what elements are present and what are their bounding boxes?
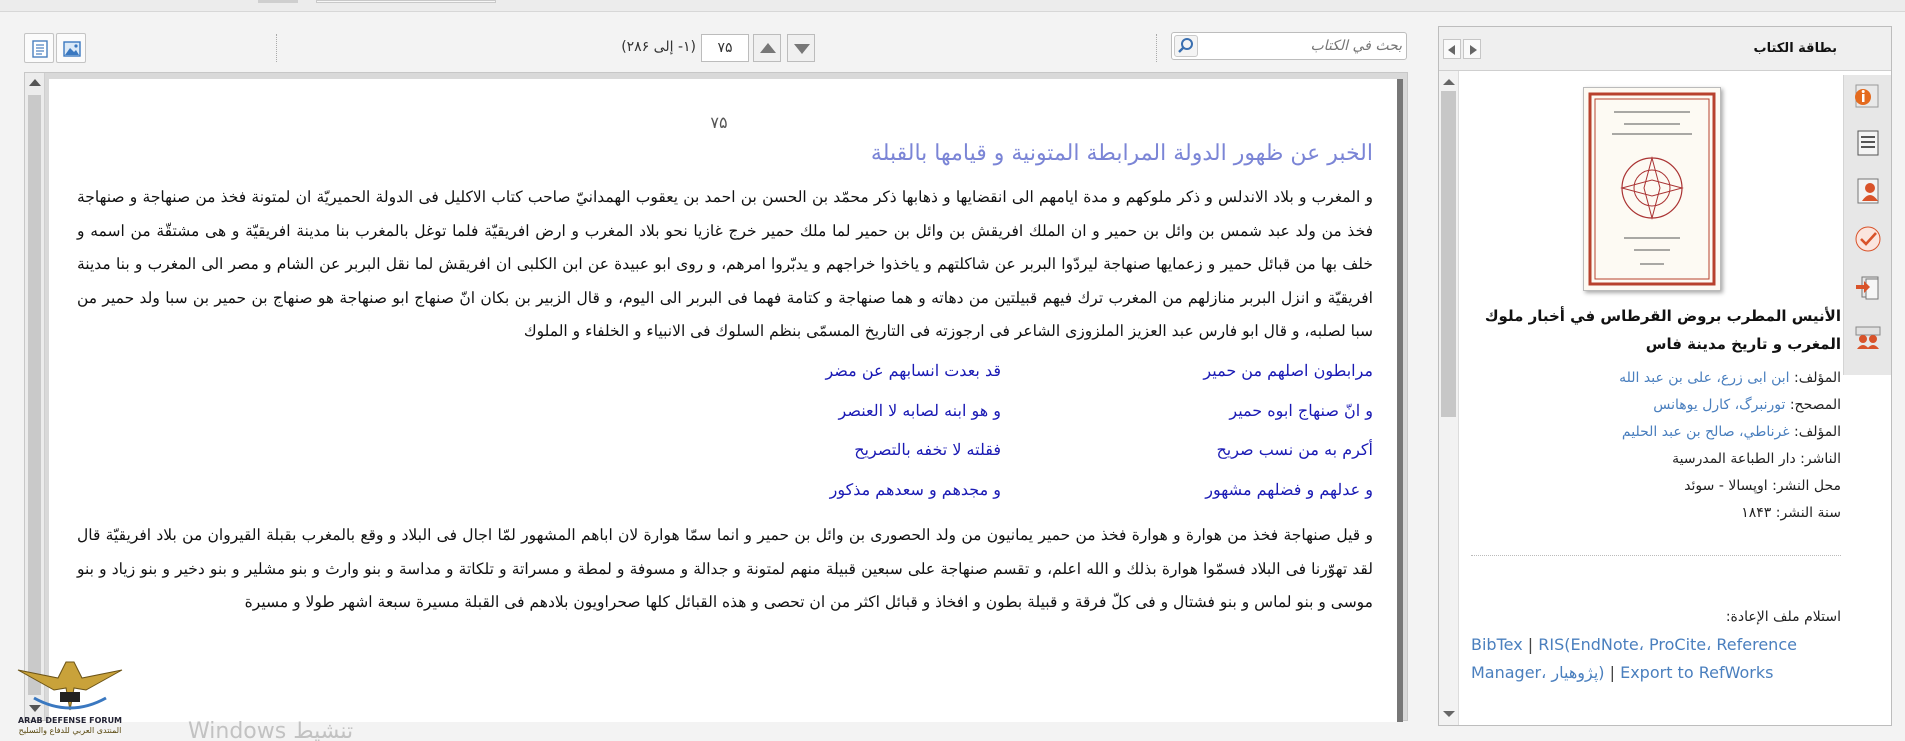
review-button[interactable] (1852, 223, 1884, 255)
verse-left: و مجدهم و سعدهم مذكور (829, 480, 1001, 499)
meta-label: المصحح: (1789, 397, 1841, 413)
book-title: الأنيس المطرب بروض القرطاس في أخبار ملوك المغرب و تاريخ مدينة فاس (1484, 307, 1841, 353)
eagle-logo-icon (14, 648, 126, 718)
editor-link[interactable]: تورنبرگ، كارل يوهانس (1653, 397, 1786, 413)
users-button[interactable] (1852, 319, 1884, 351)
text-view-button[interactable] (24, 33, 54, 63)
forum-logo (14, 648, 126, 740)
meta-place (1471, 478, 1841, 494)
meta-label: المؤلف: (1794, 370, 1841, 386)
bibtex-link[interactable]: BibTex (1471, 635, 1523, 654)
meta-label: محل النشر: (1772, 478, 1841, 494)
users-icon (1852, 319, 1884, 351)
up-arrow-icon (760, 43, 776, 53)
page-number-input[interactable]: ۷۵ (701, 34, 749, 62)
panel-divider (1471, 555, 1841, 556)
panel-header (1439, 27, 1891, 71)
meta-label: الناشر: (1800, 451, 1841, 467)
related-books-button[interactable] (1852, 271, 1884, 303)
chapter-title: الخبر عن ظهور الدولة المرابطة المتونية و قيامها بالقبلة (870, 141, 1373, 166)
link-separator: | (1527, 635, 1534, 654)
contents-button[interactable] (1852, 127, 1884, 159)
info-icon (1852, 79, 1884, 111)
book-cover-art (1584, 88, 1720, 290)
review-icon (1852, 223, 1884, 255)
book-cover-image[interactable] (1583, 87, 1721, 291)
ris-link[interactable]: RIS(EndNote، ProCite، Reference Manager، پژوهیار) (1471, 635, 1797, 682)
panel-scrollbar[interactable] (1439, 71, 1459, 725)
citation-import-label: استلام ملف الإعادة: (1725, 609, 1841, 625)
chevron-left-icon (1448, 45, 1455, 55)
verse-right: مرابطون اصلهم من حمير (1203, 361, 1373, 380)
author-link[interactable]: ابن ابى زرع، على بن عبد الله (1619, 370, 1790, 386)
verse-left: قد بعدت انسابهم عن مضر (825, 361, 1001, 380)
top-strip-field[interactable] (316, 0, 496, 3)
panel-side-toolbar (1843, 75, 1891, 375)
scroll-thumb[interactable] (1441, 91, 1456, 417)
panel-prev-button[interactable] (1443, 39, 1461, 59)
page-range: (۱- إلى ۲۸۶) (621, 39, 696, 55)
book-card-panel (1438, 26, 1892, 726)
paragraph-1: و المغرب و بلاد الاندلس و ذكر ملوكهم و مدة ايامهم الى انقضايها و ذهابها ذكر محمّد بن الحسن بن احمد بن يعقوب الهمدانيّ صاحب كتاب الاكليل فى الدولة الحميريّة ان لمتونة فخذ من صنهاجة و صنهاجة فخذ من ولد عبد شمس بن وائل بن حمير و ان الملك افريقش بن وائل بن حمير لما ملك حمير خرج غازيا نحو بلاد المغرب و ارض افريقيّة فلما توغل بالمغرب بنا مدينة افريقيّة و هى مشتقّة من اسمه و خلف بها من قبائل حمير و زعمايها صنهاجة ليردّوا البربر عن شاكلتهم و ياخذوا خراجهم و يدبّروا امرهم، و روى ابو عبيدة عن ابن الكلبى ان افريقش لما نقل البربر عن الشام و مصر الى المغرب و بنا مدينة افريقيّة و انزل البربر منازلهم من المغرب ترك فيهم قبيلتين من دهاته و هما صنهاجة و كتامة فهما فى البربر الى اليوم، و قال الزبير بن بكان انّ صنهاج ابو صنهاجة هو صنهاج بن حمير بن سبا ولد حمير من سبا لصلبه، و قال ابو فارس عبد العزيز الملزوزى الشاعر فى ارجوزته فى التاريخ المسمّى بنظم السلوك فى الانبياء و الخلفاء و الملوك (77, 188, 1373, 341)
page-viewer (24, 72, 1408, 721)
meta-value: دار الطباعة المدرسية (1672, 451, 1796, 467)
author-link[interactable]: غرناطي، صالح بن عبد الحليم (1621, 424, 1790, 440)
meta-label: المؤلف: (1794, 424, 1841, 440)
meta-value: ۱۸۴۳ (1741, 505, 1772, 521)
refworks-link[interactable]: Export to RefWorks (1620, 663, 1774, 682)
chevron-right-icon (1470, 45, 1477, 55)
panel-title: بطاقة الكتاب (1753, 41, 1837, 56)
verse-right: و انّ صنهاج ابوه حمير (1229, 401, 1373, 420)
scroll-thumb[interactable] (28, 95, 41, 695)
verse-left: و هو ابنه لصابه لا العنصر (838, 401, 1001, 420)
meta-author-2 (1471, 424, 1841, 440)
info-button[interactable] (1852, 79, 1884, 111)
next-page-button[interactable] (787, 34, 815, 62)
meta-editor (1471, 397, 1841, 413)
image-view-button[interactable] (56, 33, 86, 63)
image-icon (62, 39, 82, 59)
forum-logo-text (14, 716, 126, 736)
logo-text-ar: المنتدى العربي للدفاع والتسليح (18, 726, 122, 735)
document-icon (30, 39, 50, 59)
meta-publisher (1471, 451, 1841, 467)
link-separator: | (1609, 663, 1615, 682)
meta-label: سنة النشر: (1775, 505, 1841, 521)
panel-next-button[interactable] (1463, 39, 1481, 59)
scroll-up-icon[interactable] (29, 79, 41, 86)
table-of-contents-icon (1852, 127, 1884, 159)
top-strip (0, 0, 1905, 12)
toolbar-divider (1156, 34, 1157, 62)
scroll-down-icon[interactable] (1443, 711, 1455, 717)
logo-text-en: ARAB DEFENSE FORUM (17, 716, 123, 725)
scroll-up-icon[interactable] (1443, 79, 1455, 85)
windows-activation-watermark: Windows تنشيط (188, 719, 354, 741)
citation-links (1471, 631, 1841, 687)
search-input[interactable] (1202, 35, 1402, 57)
book-page (49, 79, 1397, 722)
meta-year (1471, 505, 1841, 521)
page-number: ۷۵ (710, 113, 728, 132)
down-arrow-icon (794, 44, 810, 54)
verse-right: و عدلهم و فضلهم مشهور (1205, 480, 1373, 499)
search-icon (1175, 36, 1197, 56)
meta-value: اوپسالا - سوئد (1684, 478, 1768, 494)
prev-page-button[interactable] (753, 34, 781, 62)
verse-left: فقلته لا تخفه بالتصريح (854, 440, 1001, 459)
paragraph-2: و قيل صنهاجة فخذ من هوارة و هوارة فخذ من حمير يمانيون من ولد الحصورى بن وائل بن حمير و انما سمّا هوارة لان اباهم المشهور لمّا اجال فى البلاد و وقع بالمغرب بقبلة القيروان من بلاد افريقيّة قال لقد تهوّرنا فى البلاد فسمّوا هوارة بذلك و الله اعلم، و تقسم صنهاجة على سبعين قبيلة منهم لمتونة و جدالة و مسوفة و لمطة و مسراتة و تلكاتة و مداسة و بنو وارث و بنو مشلير و بنو دخير و بنو زياد و بنو موسى و بنو لماس و بنو فشتال و فى كلّ فرقة و قبيلة بطون و افخاذ و قبائل اكثر من ان تحصى و هذه القبائل كلها صحراويون بلادهم فى القبلة مسيرة سبعة اشهر طولا و مسيرة (77, 526, 1373, 612)
toolbar-divider (276, 34, 277, 62)
viewer-scrollbar[interactable] (25, 73, 45, 720)
author-icon (1852, 175, 1884, 207)
top-strip-tab[interactable] (258, 0, 298, 3)
search-button[interactable] (1174, 35, 1198, 57)
author-button[interactable] (1852, 175, 1884, 207)
books-arrow-icon (1852, 271, 1884, 303)
meta-author (1471, 370, 1841, 386)
verse-right: أكرم به من نسب صريح (1216, 440, 1373, 459)
book-search-box (1171, 32, 1407, 60)
